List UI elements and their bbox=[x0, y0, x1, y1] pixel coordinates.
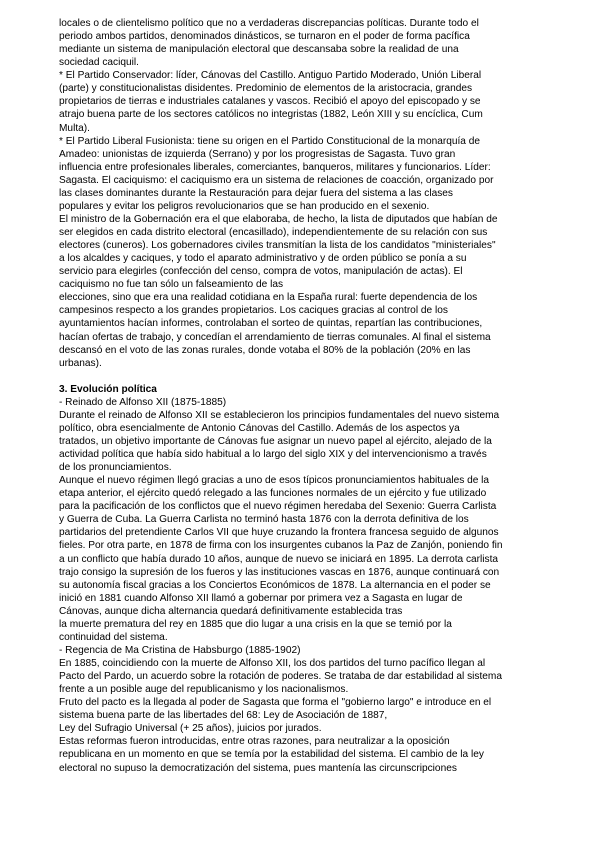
body-line: sistema buena parte de las libertades del 68: Ley de Asociación de 1887, bbox=[59, 710, 388, 722]
blank-line bbox=[59, 370, 543, 383]
body-line: campesinos respecto a los grandes propietarios. Los caciques gracias al control de los bbox=[59, 305, 448, 317]
body-line: inició en 1881 cuando Alfonso XII llamó a gobernar por primera vez a Sagasta en lugar de bbox=[59, 592, 463, 604]
body-line: Ley del Sufragio Universal (+ 25 años), juicios por jurados. bbox=[59, 723, 322, 735]
body-line: frente a un posible auge del republicanismo y los nacionalismos. bbox=[59, 684, 349, 696]
body-line: elecciones, sino que era una realidad cotidiana en la España rural: fuerte dependencia de los bbox=[59, 292, 478, 304]
body-line: trajo consigo la supresión de los fueros y las instituciones vascas en 1876, aunque continuará con bbox=[59, 566, 500, 578]
body-line: influencia entre profesionales liberales, comerciantes, banqueros, militares y funcionarios. Líder: bbox=[59, 161, 491, 173]
document-body bbox=[59, 17, 543, 775]
body-line: partidarios del pretendiente Carlos VII que huye cruzando la frontera francesa seguido de algunos bbox=[59, 527, 499, 539]
body-line: Pacto del Pardo, un acuerdo sobre la rotación de poderes. Se trataba de dar estabilidad al sistema bbox=[59, 671, 502, 683]
body-line: atrajo buena parte de los sectores católicos no integristas (1882, León XIII y su encíclica, Cum bbox=[59, 109, 483, 121]
body-line: (parte) y constitucionalistas disidentes. Predominio de elementos de la aristocracia, grandes bbox=[59, 83, 473, 95]
body-line: actividad política que había sido habitual a lo largo del siglo XIX y del intervencionismo a través bbox=[59, 449, 487, 461]
body-line: Aunque el nuevo régimen llegó gracias a uno de esos típicos pronunciamientos habituales de la bbox=[59, 475, 490, 487]
body-line: - Regencia de Ma Cristina de Habsburgo (1885-1902) bbox=[59, 644, 301, 656]
body-line: descansó en el voto de las zonas rurales, donde votaba el 80% de la población (20% en las bbox=[59, 344, 471, 356]
body-line: continuidad del sistema. bbox=[59, 631, 168, 643]
body-line: Fruto del pacto es la llegada al poder de Sagasta que forma el "gobierno largo" e introduce en el bbox=[59, 697, 492, 709]
body-line: su autonomía fiscal gracias a los Conciertos Económicos de 1878. La alternancia en el poder se bbox=[59, 579, 491, 591]
body-line: sociedad caciquil. bbox=[59, 57, 139, 69]
body-line: ser elegidos en cada distrito electoral (encasillado), independientemente de su relación con sus bbox=[59, 227, 488, 238]
body-line: propietarios de tierras e industriales catalanes y vascos. Recibió el apoyo del episcopado y se bbox=[59, 96, 481, 108]
body-line: tratados, un objetivo importante de Cánovas fue asignar un nuevo papel al ejército, alejado de la bbox=[59, 435, 492, 447]
section-heading: 3. Evolución política bbox=[59, 383, 157, 395]
body-line: la muerte prematura del rey en 1885 que dio lugar a una crisis en la que se temió por la bbox=[59, 618, 452, 630]
body-line: para la pacificación de los conflictos que el nuevo régimen heredaba del Sexenio: Guerra Carlista bbox=[59, 501, 497, 513]
subsection-heading: - Reinado de Alfonso XII (1875-1885) bbox=[59, 396, 227, 408]
body-line: las clases dominantes durante la Restauración para dejar fuera del sistema a las clases bbox=[59, 187, 453, 199]
body-line: caciquismo no fue tan sólo un falseamiento de las bbox=[59, 279, 284, 291]
body-line: hacían ofertas de trabajo, y concedían el arrendamiento de tierras comunales. Al final el sistema bbox=[59, 331, 491, 343]
body-line: Durante el reinado de Alfonso XII se establecieron los principios fundamentales del nuevo sistema bbox=[59, 409, 500, 421]
body-line: servicio para elegirles (confección del censo, compra de votos, manipulación de actas). El bbox=[59, 266, 463, 278]
body-line: electores (cuneros). Los gobernadores civiles transmitían la lista de los candidatos "ministeriales" bbox=[59, 240, 496, 252]
body-line: * El Partido Liberal Fusionista: tiene su origen en el Partido Constitucional de la monarquía de bbox=[59, 135, 480, 147]
body-line: Sagasta. El caciquismo: el caciquismo era un sistema de relaciones de coacción, organizado por bbox=[59, 174, 494, 186]
body-line: fieles. Por otra parte, en 1878 de firma con los insurgentes cubanos la Paz de Zanjón, poniendo fin bbox=[59, 540, 503, 552]
body-line: Multa). bbox=[59, 122, 90, 134]
body-line: Cánovas, aunque dicha alternancia quedará definitivamente establecida tras bbox=[59, 605, 403, 617]
body-line: urbanas). bbox=[59, 357, 102, 369]
body-line: de los pronunciamientos. bbox=[59, 462, 172, 474]
body-line: populares y evitar los peligros revolucionarios que se han producido en el sexenio. bbox=[59, 200, 430, 212]
body-line: político, obra esencialmente de Antonio Cánovas del Castillo. Además de los aspectos ya bbox=[59, 422, 460, 434]
body-line: a un conflicto que había durado 10 años, aunque de nuevo se iniciará en 1895. La derrota carlista bbox=[59, 553, 499, 565]
body-line: periodo ambos partidos, denominados dinásticos, se turnaron en el poder de forma pacífica bbox=[59, 31, 470, 43]
body-line: y Guerra de Cuba. La Guerra Carlista no terminó hasta 1876 con la derrota definitiva de los bbox=[59, 514, 469, 526]
body-line: ayuntamientos hacían informes, controlaban el sorteo de quintas, repartían las contribuciones, bbox=[59, 318, 483, 330]
body-line: republicana en un momento en que se temía por la estabilidad del sistema. El cambio de la ley bbox=[59, 749, 484, 761]
body-line: Estas reformas fueron introducidas, entre otras razones, para neutralizar a la oposición bbox=[59, 736, 450, 748]
body-line: Amadeo: unionistas de izquierda (Serrano) y por los progresistas de Sagasta. Tuvo gran bbox=[59, 148, 456, 160]
body-line: mediante un sistema de manipulación electoral que descansaba sobre la realidad de una bbox=[59, 44, 459, 56]
subsection-heading: En 1885, coincidiendo con la muerte de Alfonso XII, los dos partidos del turno pacífico llegan al bbox=[59, 658, 486, 670]
body-line: * El Partido Conservador: líder, Cánovas del Castillo. Antiguo Partido Moderado, Unión Liberal bbox=[59, 70, 482, 82]
body-line: electoral no supuso la democratización del sistema, pues mantenía las circunscripciones bbox=[59, 762, 457, 774]
body-line: locales o de clientelismo político que no a verdaderas discrepancias políticas. Durante todo el bbox=[59, 18, 479, 29]
body-line: El ministro de la Gobernación era el que elaboraba, de hecho, la lista de diputados que habían de bbox=[59, 213, 498, 225]
body-line: etapa anterior, el ejército quedó relegado a las funciones normales de un ejército y fue utilizado bbox=[59, 488, 487, 500]
body-line: a los alcaldes y caciques, y todo el aparato administrativo y de orden público se ponía a su bbox=[59, 253, 467, 265]
